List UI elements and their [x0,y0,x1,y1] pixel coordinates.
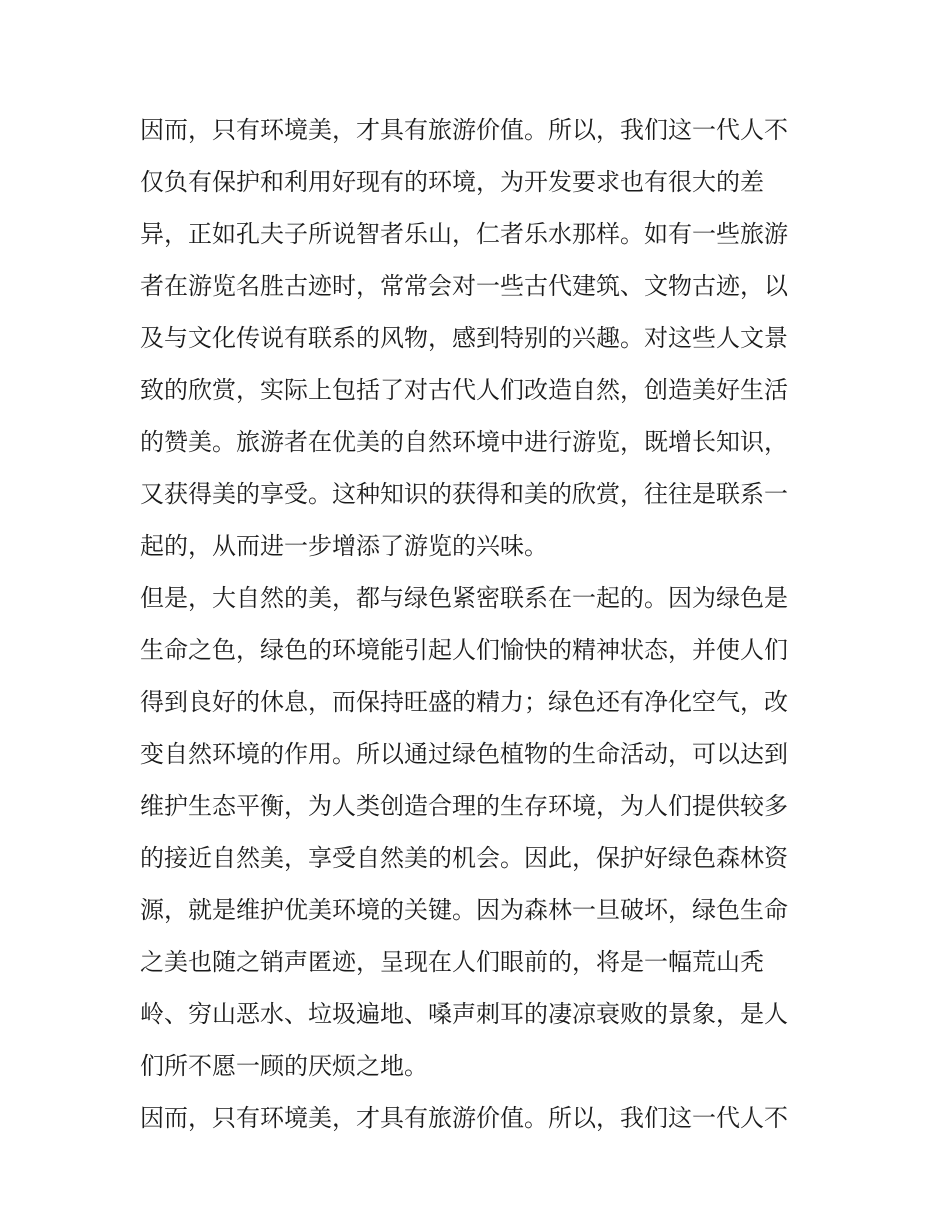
paragraph-2 [140,576,820,1096]
text-line: 仅负有保护和利用好现有的环境，为开发要求也有很大的差 [140,168,764,196]
document-body [140,108,820,1148]
text-line: 变自然环境的作用。所以通过绿色植物的生命活动，可以达到 [140,740,788,768]
text-line: 者在游览名胜古迹时，常常会对一些古代建筑、文物古迹，以 [140,272,788,300]
text-line: 源，就是维护优美环境的关键。因为森林一旦破坏，绿色生命 [140,896,788,924]
text-line: 因而，只有环境美，才具有旅游价值。所以，我们这一代人不 [140,116,788,144]
text-line: 岭、穷山恶水、垃圾遍地、嗓声刺耳的凄凉衰败的景象，是人 [140,1000,788,1028]
text-line: 及与文化传说有联系的风物，感到特别的兴趣。对这些人文景 [140,324,788,352]
text-line: 得到良好的休息，而保持旺盛的精力；绿色还有净化空气，改 [140,688,788,716]
text-line: 的赞美。旅游者在优美的自然环境中进行游览，既增长知识， [140,428,788,456]
text-line: 但是，大自然的美，都与绿色紧密联系在一起的。因为绿色是 [140,584,788,612]
text-line: 异，正如孔夫子所说智者乐山，仁者乐水那样。如有一些旅游 [140,220,788,248]
text-line: 维护生态平衡，为人类创造合理的生存环境，为人们提供较多 [140,792,788,820]
text-line: 致的欣赏，实际上包括了对古代人们改造自然，创造美好生活 [140,376,788,404]
paragraph-1 [140,108,820,576]
text-line: 们所不愿一顾的厌烦之地。 [140,1052,428,1080]
text-line: 又获得美的享受。这种知识的获得和美的欣赏，往往是联系一 [140,480,788,508]
text-line: 起的，从而进一步增添了游览的兴味。 [140,532,548,560]
paragraph-3 [140,1096,820,1148]
text-line: 之美也随之销声匿迹，呈现在人们眼前的，将是一幅荒山秃 [140,948,764,976]
text-line: 因而，只有环境美，才具有旅游价值。所以，我们这一代人不 [140,1104,788,1132]
text-line: 生命之色，绿色的环境能引起人们愉快的精神状态，并使人们 [140,636,788,664]
text-line: 的接近自然美，享受自然美的机会。因此，保护好绿色森林资 [140,844,788,872]
